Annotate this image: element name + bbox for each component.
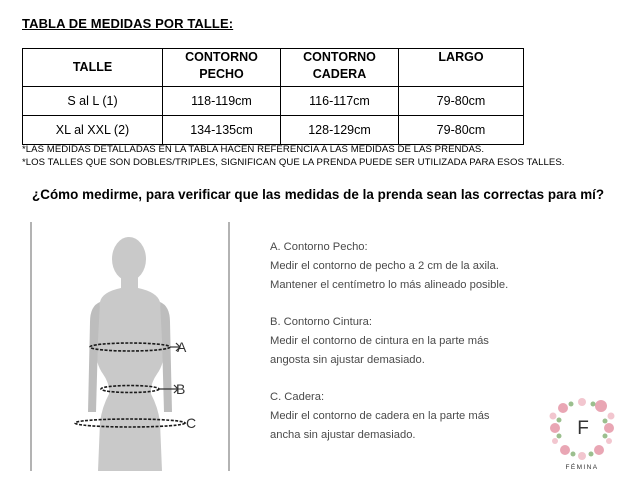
label-c: C [186,415,197,431]
cell-talle: XL al XXL (2) [23,116,163,145]
instruction-waist [270,313,508,370]
cell-cadera: 116-117cm [281,87,399,116]
table-notes [22,143,565,169]
header-largo: LARGO [399,49,524,87]
cell-talle: S al L (1) [23,87,163,116]
header-pecho-line1: CONTORNO [185,50,258,64]
instruction-hip [270,388,508,445]
instruction-chest-line2: Mantener el centímetro lo más alineado posible. [270,279,509,291]
table-header-row [23,49,524,87]
cell-pecho: 134-135cm [163,116,281,145]
note-measurements: *LAS MEDIDAS DETALLADAS EN LA TABLA HACEN REFERENCIA A LAS MEDIDAS DE LAS PRENDAS. [22,144,485,155]
label-b: B [176,381,186,397]
header-cadera-line1: CONTORNO [303,50,376,64]
measurement-instructions [270,238,508,463]
instruction-hip-line1: Medir el contorno de cadera en la parte más [270,410,490,422]
instruction-chest-title: A. Contorno Pecho: [270,241,368,253]
header-talle: TALLE [23,49,163,87]
size-table [22,48,524,145]
cell-cadera: 128-129cm [281,116,399,145]
instruction-hip-title: C. Cadera: [270,391,325,403]
size-table-title: TABLA DE MEDIDAS POR TALLE: [22,16,234,31]
table-row [23,116,524,145]
body-measurement-figure [30,222,254,471]
instruction-waist-title: B. Contorno Cintura: [270,316,372,328]
how-to-measure-heading: ¿Cómo medirme, para verificar que las medidas de la prenda sean las correctas para mí? [32,187,605,202]
instruction-hip-line2: ancha sin ajustar demasiado. [270,429,416,441]
table-row [23,87,524,116]
cell-pecho: 118-119cm [163,87,281,116]
logo-brand-name: FÉMINA [565,464,599,471]
header-contorno-cadera [281,49,399,87]
header-pecho-line2: PECHO [199,67,244,81]
label-a: A [177,339,187,355]
femina-logo [543,394,621,484]
instruction-waist-line1: Medir el contorno de cintura en la parte más [270,335,489,347]
torso-silhouette-icon [30,222,254,471]
header-cadera-line2: CADERA [312,67,367,81]
note-double-sizes: *LOS TALLES QUE SON DOBLES/TRIPLES, SIGNIFICAN QUE LA PRENDA PUEDE SER UTILIZADA PARA ESOS TALLES. [22,157,565,168]
logo-letter: F [568,414,598,444]
header-contorno-pecho [163,49,281,87]
instruction-chest [270,238,508,295]
cell-largo: 79-80cm [399,116,524,145]
instruction-chest-line1: Medir el contorno de pecho a 2 cm de la axila. [270,260,499,272]
instruction-waist-line2: angosta sin ajustar demasiado. [270,354,425,366]
cell-largo: 79-80cm [399,87,524,116]
